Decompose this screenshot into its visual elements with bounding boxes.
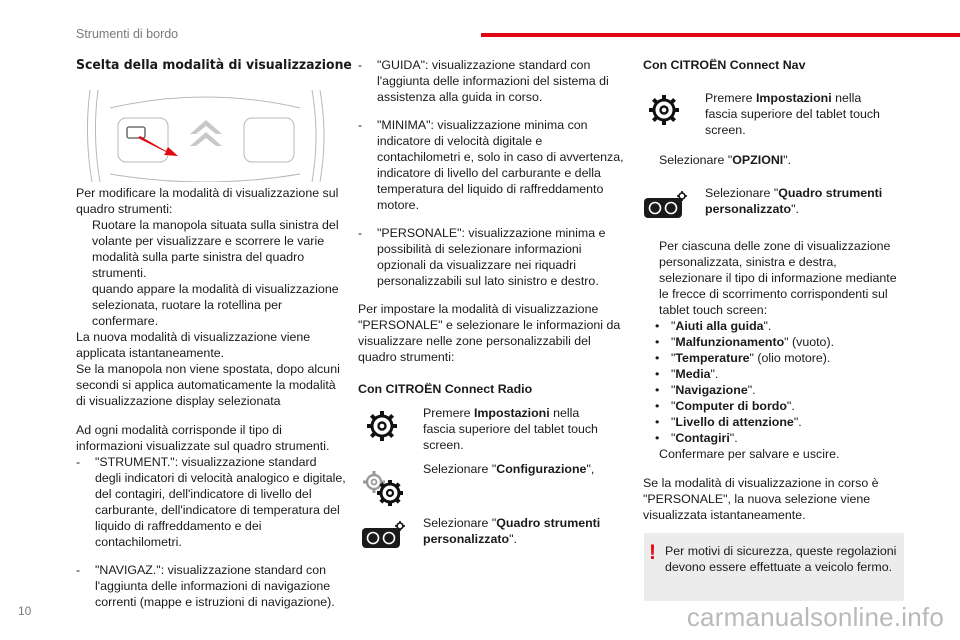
- option-item: • "Temperature" (olio motore).: [655, 351, 831, 365]
- paragraph: Se la modalità di visualizzazione in corso è "PERSONALE", la nuova selezione viene visualizzata istantaneamente.: [643, 476, 879, 522]
- column-right: [643, 57, 903, 73]
- list-item: Per ciascuna delle zone di visualizzazione personalizzata, sinistra e destra, selezionare il tipo di informazione mediante le frecce di scorrimento corrispondenti sul tablet touch screen:: [659, 239, 897, 317]
- list-item: - "GUIDA": visualizzazione standard con l'aggiunta delle informazioni del sistema di assistenza alla guida in corso.: [358, 58, 609, 104]
- intro-text: Per modificare la modalità di visualizzazione sul quadro strumenti:: [76, 186, 339, 216]
- subsection-title: Con CITROËN Connect Nav: [643, 58, 806, 72]
- column-middle: [358, 57, 626, 397]
- list-item: Premere Impostazioni nella fascia superiore del tablet touch screen.: [705, 91, 880, 137]
- page-number: 10: [18, 604, 32, 618]
- list-item: - "PERSONALE": visualizzazione minima e possibilità di selezionare informazioni opzionali da visualizzare nei riquadri personalizzabili sul lato sinistro e destro.: [358, 226, 606, 288]
- warning-text: Per motivi di sicurezza, queste regolazioni devono essere effettuate a veicolo fermo.: [665, 544, 897, 574]
- list-item: Ruotare la manopola situata sulla sinistra del volante per visualizzare e scorrere le varie modalità sulla parte sinistra del quadro strumenti.: [92, 218, 339, 280]
- paragraph: Per impostare la modalità di visualizzazione "PERSONALE" e selezionare le informazioni da visualizzare nelle zone personalizzabili del quadro strumenti:: [358, 302, 621, 364]
- option-item: • "Navigazione".: [655, 383, 756, 397]
- option-item: • "Aiuti alla guida".: [655, 319, 772, 333]
- warning-box: [644, 533, 904, 601]
- list-item: Selezionare "Configurazione",: [423, 462, 595, 476]
- paragraph: La nuova modalità di visualizzazione viene applicata istantaneamente.: [76, 330, 311, 360]
- list-item: quando appare la modalità di visualizzazione selezionata, ruotare la rotellina per confermare.: [92, 282, 339, 328]
- header-accent-bar: [481, 33, 960, 37]
- paragraph: Ad ogni modalità corrisponde il tipo di informazioni visualizzate sul quadro strumenti.: [76, 423, 330, 453]
- option-item: • "Livello di attenzione".: [655, 415, 802, 429]
- list-item: - "MINIMA": visualizzazione minima con indicatore di velocità digitale e contachilometri e, solo in caso di avvertenza, indicatore di livello del carburante e della temperatura del liquido di raffreddamento motore.: [358, 118, 624, 212]
- list-item: Premere Impostazioni nella fascia superiore del tablet touch screen.: [423, 406, 598, 452]
- column-left: [76, 58, 352, 74]
- section-title: Scelta della modalità di visualizzazione: [76, 58, 352, 73]
- settings-gear-icon: [365, 409, 399, 443]
- option-item: • "Contagiri".: [655, 431, 738, 445]
- configuration-gears-icon: [360, 470, 404, 506]
- paragraph: Se la manopola non viene spostata, dopo alcuni secondi si applica automaticamente la modalità di visualizzazione display selezionata: [76, 362, 340, 408]
- custom-cluster-icon: [359, 520, 405, 550]
- list-item: - "STRUMENT.": visualizzazione standard degli indicatori di velocità analogico e digitale, del contagiri, dell'indicatore di livello del carburante, dell'indicatore di temperatura del liquido di raffreddamento e dei contachilometri.: [76, 455, 346, 549]
- custom-cluster-icon: [641, 190, 687, 220]
- option-item: • "Media".: [655, 367, 719, 381]
- option-item: • "Computer di bordo".: [655, 399, 795, 413]
- warning-icon: !: [649, 541, 656, 564]
- list-item: Selezionare "OPZIONI".: [659, 153, 792, 167]
- steering-wheel-illustration: [80, 90, 330, 182]
- options-list: [643, 318, 903, 446]
- list-item: Selezionare "Quadro strumenti personalizzato".: [705, 186, 883, 216]
- watermark: carmanualsonline.info: [686, 602, 944, 632]
- option-item: • "Malfunzionamento" (vuoto).: [655, 335, 835, 349]
- list-item: Selezionare "Quadro strumenti personalizzato".: [423, 516, 601, 546]
- list-item: Confermare per salvare e uscire.: [659, 447, 840, 461]
- list-item: - "NAVIGAZ.": visualizzazione standard con l'aggiunta delle informazioni di navigazione correnti (mappe e istruzioni di navigazione).: [76, 563, 335, 609]
- running-header: Strumenti di bordo: [76, 27, 179, 41]
- subsection-title: Con CITROËN Connect Radio: [358, 382, 533, 396]
- settings-gear-icon: [647, 93, 681, 127]
